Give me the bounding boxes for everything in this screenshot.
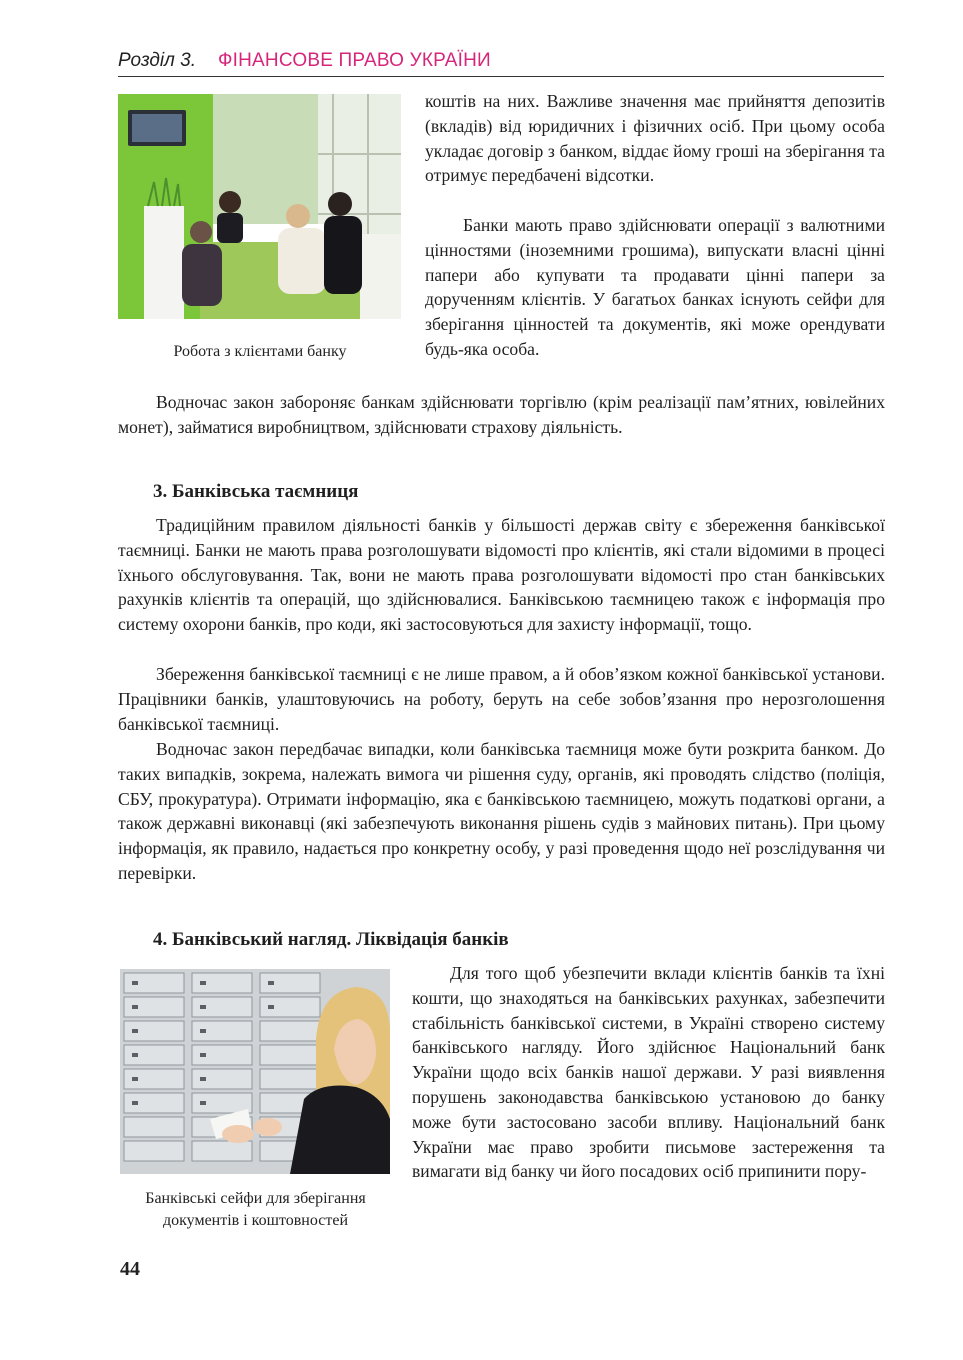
page-number: 44 xyxy=(120,1258,140,1280)
paragraph: Водночас закон забороняє банкам здійснювати торгівлю (крім реалізації пам’ятних, ювілейних монет), займатися виробництвом, здійснювати страхову діяльність. xyxy=(118,392,885,437)
paragraph: Для того щоб убезпечити вклади клієнтів банків та їхні кошти, що знаходяться на банківських рахунках, забезпечити стабільність банківської системи, в Україні створено систему банківського нагляду. Його здійснює Національний банк України щодо всіх банків нашої держави. У разі виявлення порушень законодавства банківською установою до банку може бути застосовано засоби впливу. Національний банк України має право зробити письмове застереження та вимагати від банку чи його посадових осіб припинити пору- xyxy=(412,963,885,1182)
figure-caption: Робота з клієнтами банку xyxy=(173,343,347,360)
bank-office-photo xyxy=(118,94,401,319)
paragraph: Традиційним правилом діяльності банків у більшості держав світу є збереження банківської таємниці. Банки не мають права розголошувати відомості про клієнтів, які стали відомими в процесі їхнього обслуговування. Так, вони не мають права розголошувати відомості про стан банківських рахунків клієнтів та операцій, що здійснювалися. Банківською таємницею також є інформація про систему охорони банків, про коди, які застосовуються для захисту інформації, тощо. xyxy=(118,515,885,635)
section-heading: 3. Банківська таємниця xyxy=(153,481,359,502)
paragraph: Банки мають право здійснювати операції з валютними цінностями (іноземними грошима), випускати власні цінні папери або купувати та продавати цінні папери за дорученням клієнтів. У багатьох банках існують сейфи для зберігання цінностей та документів, які може орендувати будь-яка особа. xyxy=(425,215,885,359)
paragraph: Збереження банківської таємниці є не лише правом, а й обов’язком кожної банківської установи. Працівники банків, улаштовуючись на роботу, беруть на себе зобов’язання про нерозголошення банківської таємниці. xyxy=(118,664,885,734)
safe-deposit-photo xyxy=(120,969,390,1174)
figure-caption: Банківські сейфи для зберігання документів і коштовностей xyxy=(145,1190,366,1229)
running-header xyxy=(118,48,884,77)
paragraph: коштів на них. Важливе значення має прийняття депозитів (вкладів) від юридичних і фізичних осіб. При цьому особа укладає договір з банком, віддає йому гроші на зберігання та отримує передбачені відсотки. xyxy=(425,91,885,186)
paragraph: Водночас закон передбачає випадки, коли банківська таємниця може бути розкрита банком. До таких випадків, зокрема, належать вимога чи рішення суду, органів, які проводять слідство (поліція, СБУ, прокуратура). Отримати інформацію, яка є банківською таємницею, можуть податкові органи, а також державні виконавці (які забезпечують виконання рішень судів з майнових питань). При цьому інформація, як правило, надається про конкретну особу, у разі проведення щодо неї розслідування чи перевірки. xyxy=(118,739,885,883)
chapter-title: ФІНАНСОВЕ ПРАВО УКРАЇНИ xyxy=(218,50,491,71)
chapter-label: Розділ 3. xyxy=(118,50,196,71)
section-heading: 4. Банківський нагляд. Ліквідація банків xyxy=(153,929,509,950)
